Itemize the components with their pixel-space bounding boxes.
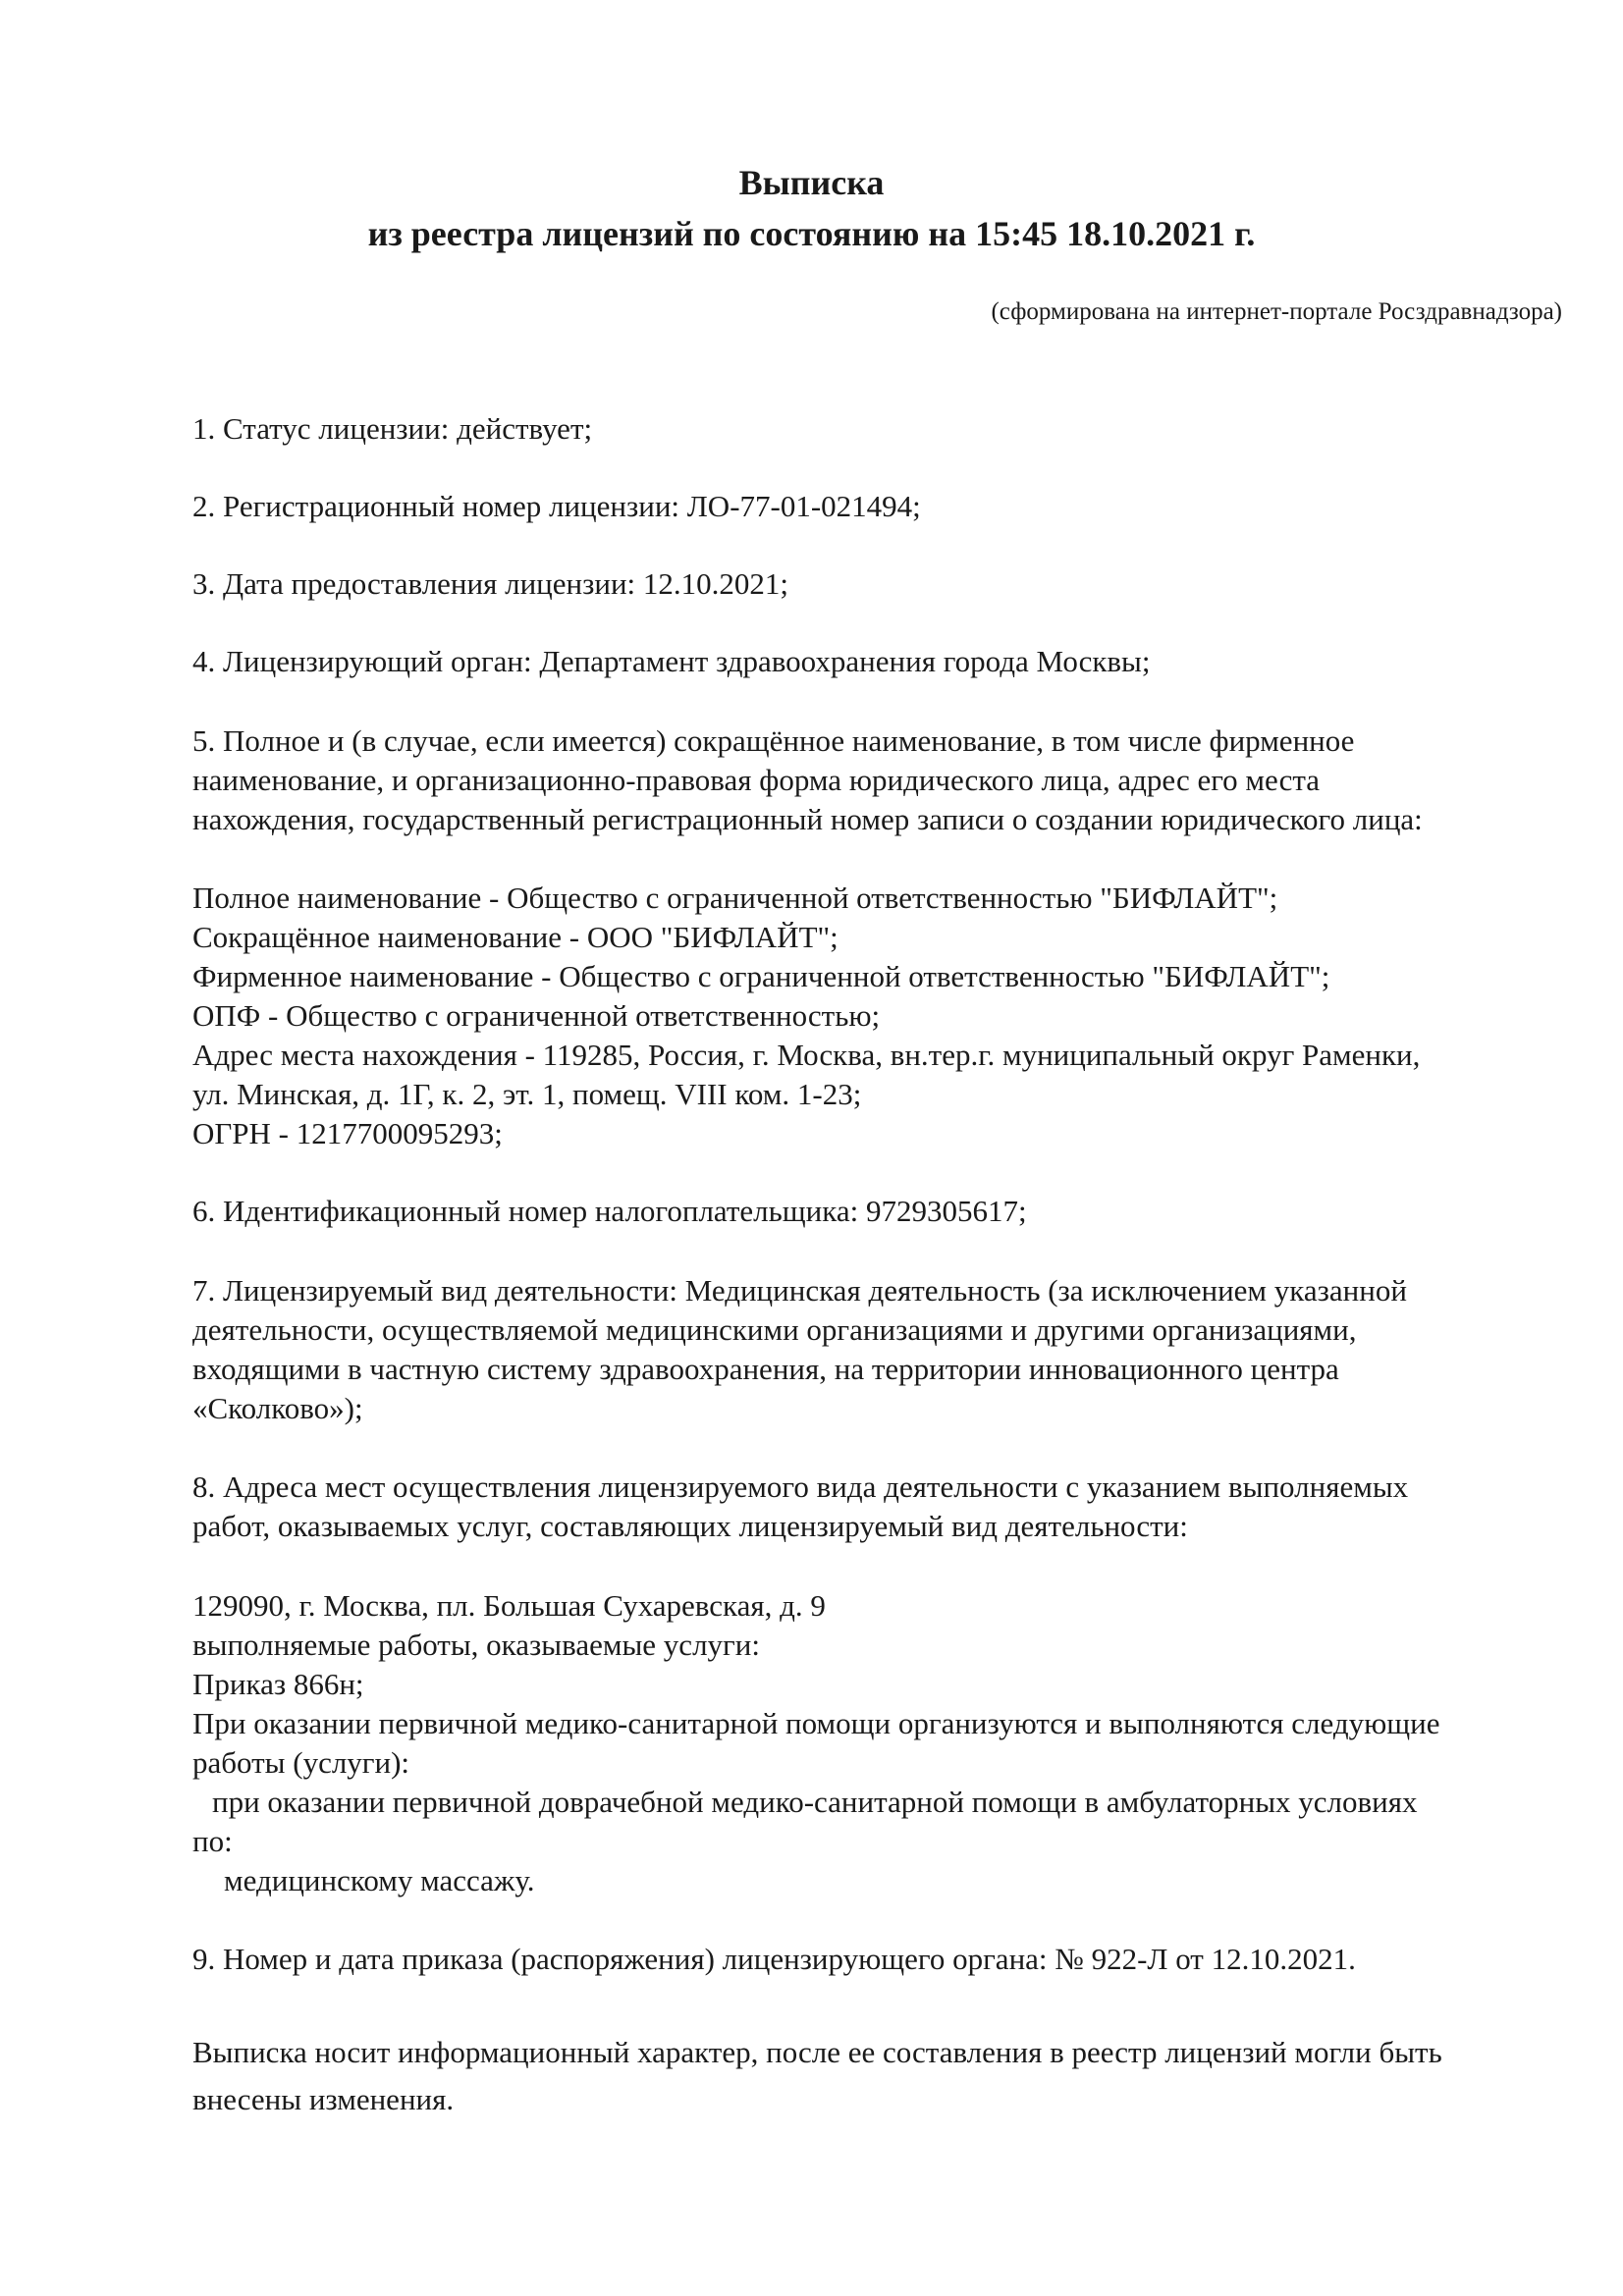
activity-type-line: 7. Лицензируемый вид деятельности: Медицинская деятельность (за исключением указанной: [192, 1273, 1407, 1308]
order-reference: Приказ 866н;: [192, 1667, 364, 1701]
ogrn: ОГРН - 1217700095293;: [192, 1116, 503, 1150]
document-title: Выписка: [738, 163, 885, 202]
legal-address-continued: ул. Минская, д. 1Г, к. 2, эт. 1, помещ. VIII ком. 1-23;: [192, 1077, 862, 1111]
registration-number: 2. Регистрационный номер лицензии: ЛО-77-01-021494;: [192, 489, 921, 523]
order-number-date: 9. Номер и дата приказа (распоряжения) лицензирующего органа: № 922-Л от 12.10.2021.: [192, 1942, 1356, 1976]
activity-addresses-intro-line: 8. Адреса мест осуществления лицензируемого вида деятельности с указанием выполняемых: [192, 1469, 1409, 1504]
license-status: 1. Статус лицензии: действует;: [192, 411, 593, 446]
service-subgroup: при оказании первичной доврачебной медико-санитарной помощи в амбулаторных условиях: [212, 1785, 1418, 1819]
activity-type-line: деятельности, осуществляемой медицинскими организациями и другими организациями,: [192, 1312, 1357, 1347]
service-subgroup: по:: [192, 1824, 233, 1858]
activity-address: 129090, г. Москва, пл. Большая Сухаревская, д. 9: [192, 1588, 826, 1623]
activity-type-line: входящими в частную систему здравоохранения, на территории инновационного центра: [192, 1352, 1339, 1386]
activity-type-line: «Сколково»);: [192, 1391, 363, 1425]
legal-form: ОПФ - Общество с ограниченной ответственностью;: [192, 998, 881, 1033]
legal-entity-intro-line: 5. Полное и (в случае, если имеется) сокращённое наименование, в том числе фирменное: [192, 723, 1355, 758]
brand-name: Фирменное наименование - Общество с ограниченной ответственностью "БИФЛАЙТ";: [192, 959, 1330, 993]
source-note: (сформирована на интернет-портале Росздравнадзора): [991, 298, 1562, 325]
services-description: При оказании первичной медико-санитарной помощи организуются и выполняются следующие: [192, 1706, 1440, 1740]
legal-entity-intro-line: нахождения, государственный регистрационный номер записи о создании юридического лица:: [192, 802, 1423, 836]
full-name: Полное наименование - Общество с ограниченной ответственностью "БИФЛАЙТ";: [192, 881, 1278, 915]
service-item: медицинскому массажу.: [224, 1863, 535, 1897]
activity-addresses-intro-line: работ, оказываемых услуг, составляющих лицензируемый вид деятельности:: [192, 1509, 1188, 1543]
licensing-authority: 4. Лицензирующий орган: Департамент здравоохранения города Москвы;: [192, 644, 1151, 678]
legal-entity-intro-line: наименование, и организационно-правовая форма юридического лица, адрес его места: [192, 763, 1321, 797]
disclaimer: Выписка носит информационный характер, после ее составления в реестр лицензий могли быть: [192, 2035, 1442, 2069]
services-heading: выполняемые работы, оказываемые услуги:: [192, 1628, 760, 1662]
legal-address: Адрес места нахождения - 119285, Россия, г. Москва, вн.тер.г. муниципальный округ Раменки,: [192, 1038, 1421, 1072]
disclaimer: внесены изменения.: [192, 2082, 455, 2116]
grant-date: 3. Дата предоставления лицензии: 12.10.2021;: [192, 566, 789, 601]
document-subtitle: из реестра лицензий по состоянию на 15:45 18.10.2021 г.: [367, 214, 1256, 253]
short-name: Сокращённое наименование - ООО "БИФЛАЙТ";: [192, 920, 839, 954]
services-description: работы (услуги):: [192, 1745, 410, 1780]
inn: 6. Идентификационный номер налогоплательщика: 9729305617;: [192, 1194, 1027, 1228]
